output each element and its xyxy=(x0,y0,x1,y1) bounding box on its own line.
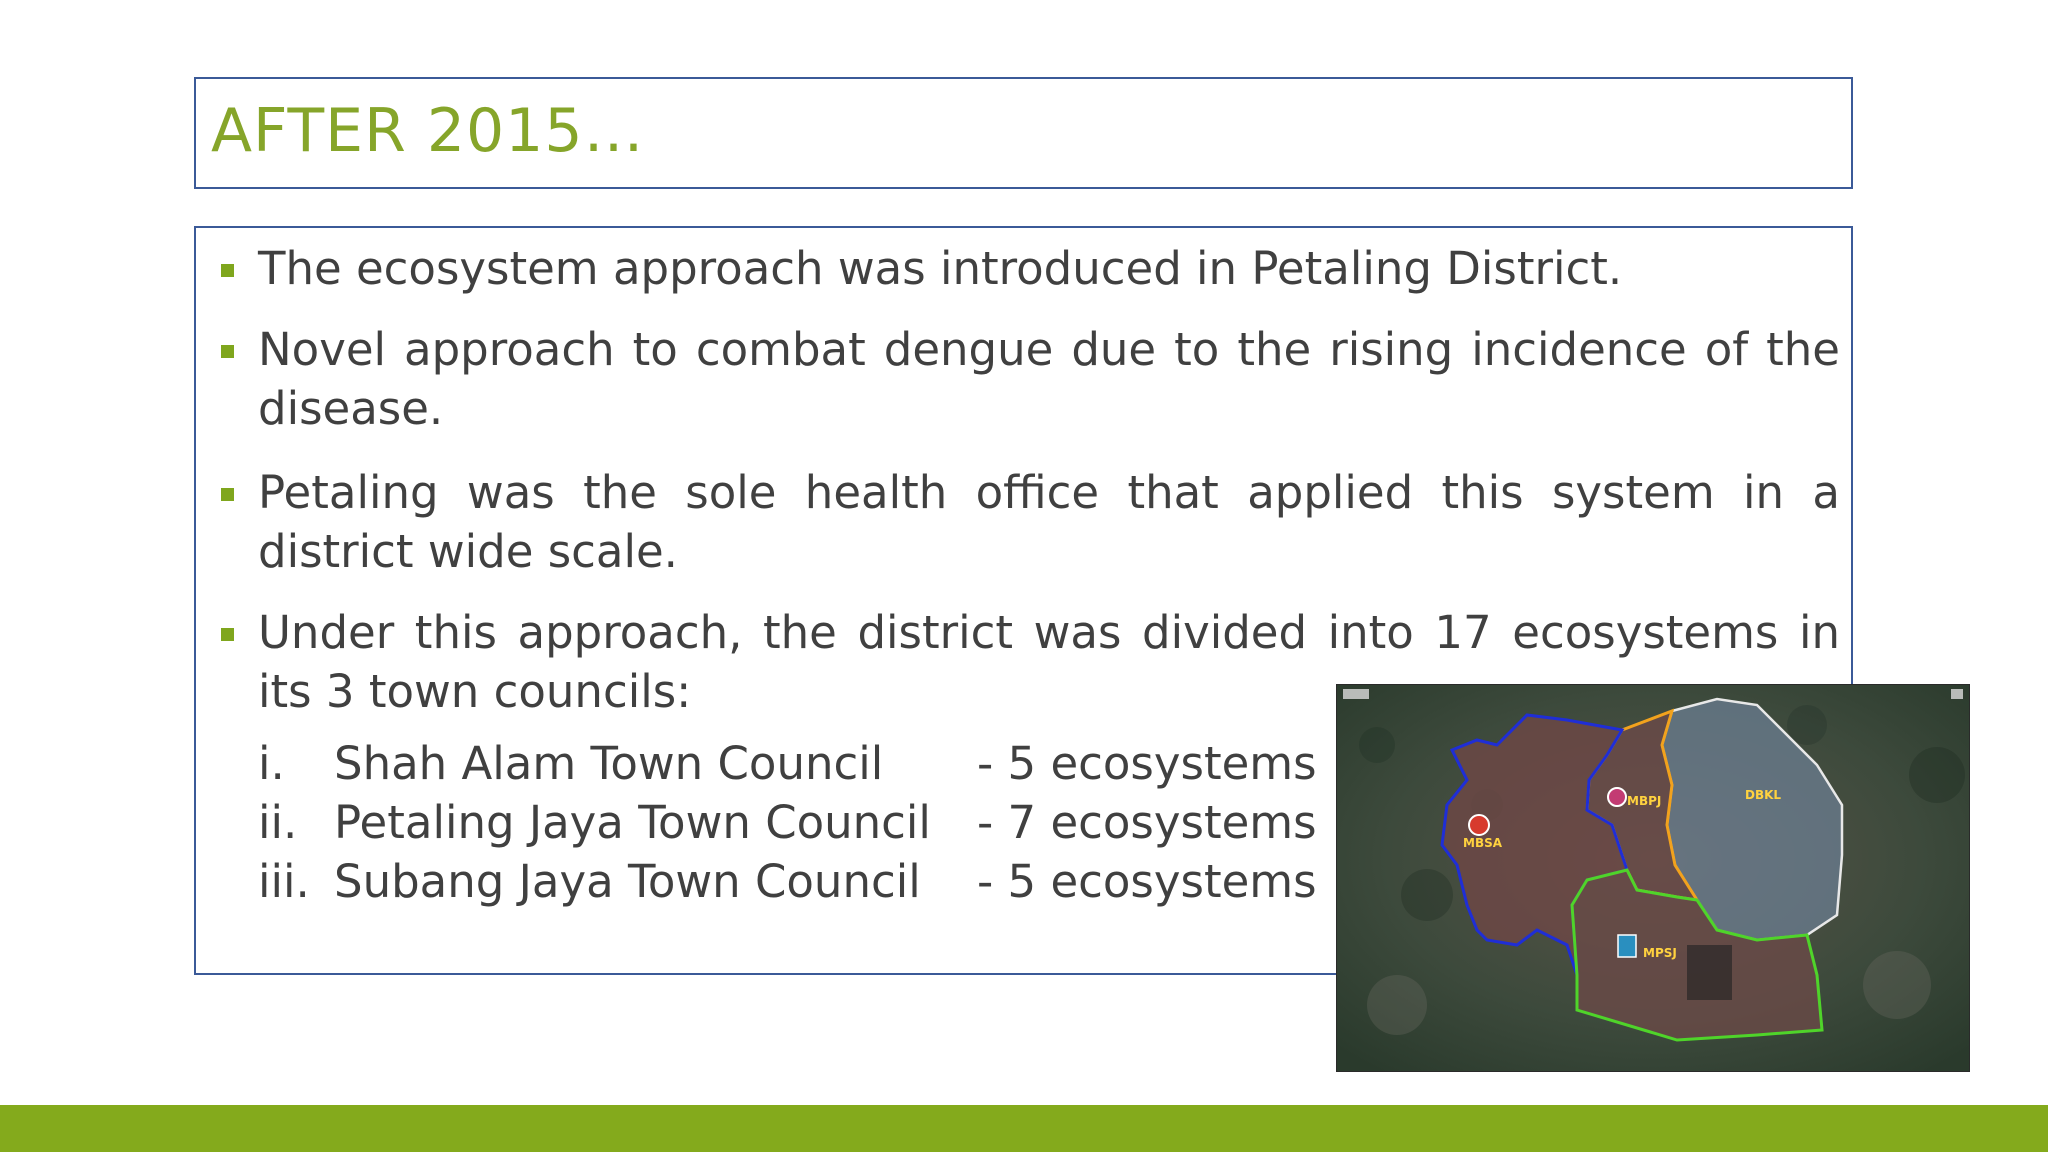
council-row xyxy=(258,852,1358,911)
map-dark-patch xyxy=(1687,945,1732,1000)
council-name: Subang Jaya Town Council xyxy=(334,855,921,908)
map-graphic xyxy=(1337,685,1970,1072)
council-list xyxy=(258,734,1358,911)
bullet-text: Under this approach, the district was divided into 17 ecosystems in its 3 town councils: xyxy=(258,606,1840,718)
bullet-text: Petaling was the sole health office that applied this system in a district wide scale. xyxy=(258,466,1840,578)
council-name: Petaling Jaya Town Council xyxy=(334,796,931,849)
map-label-dbkl: DBKL xyxy=(1745,788,1782,802)
bullet-marker xyxy=(221,628,234,641)
bullet-marker xyxy=(221,488,234,501)
title-box xyxy=(194,77,1853,189)
council-number: iii. xyxy=(258,855,310,908)
council-row xyxy=(258,734,1358,793)
bullet-marker xyxy=(221,264,234,277)
council-name: Shah Alam Town Council xyxy=(334,737,884,790)
footer-accent-bar xyxy=(0,1105,2048,1152)
map-corner-widget xyxy=(1951,689,1963,699)
map-label-mbsa: MBSA xyxy=(1463,836,1503,850)
council-ecosystem-count: - 7 ecosystems xyxy=(977,796,1317,849)
map-label-mbpj: MBPJ xyxy=(1627,794,1662,808)
council-ecosystem-count: - 5 ecosystems xyxy=(977,737,1317,790)
district-satellite-map xyxy=(1336,684,1970,1072)
mpsj-emblem-icon xyxy=(1618,935,1636,957)
bullet-marker xyxy=(221,345,234,358)
council-ecosystem-count: - 5 ecosystems xyxy=(977,855,1317,908)
bullet-text: Novel approach to combat dengue due to the rising incidence of the disease. xyxy=(258,323,1840,435)
council-number: ii. xyxy=(258,796,298,849)
council-number: i. xyxy=(258,737,285,790)
council-row xyxy=(258,793,1358,852)
mbsa-emblem-icon xyxy=(1469,815,1489,835)
map-label-mpsj: MPSJ xyxy=(1643,946,1677,960)
mbpj-emblem-icon xyxy=(1608,788,1626,806)
bullet-text: The ecosystem approach was introduced in Petaling District. xyxy=(258,242,1623,295)
slide-title: AFTER 2015… xyxy=(211,96,645,166)
map-corner-widget xyxy=(1343,689,1369,699)
